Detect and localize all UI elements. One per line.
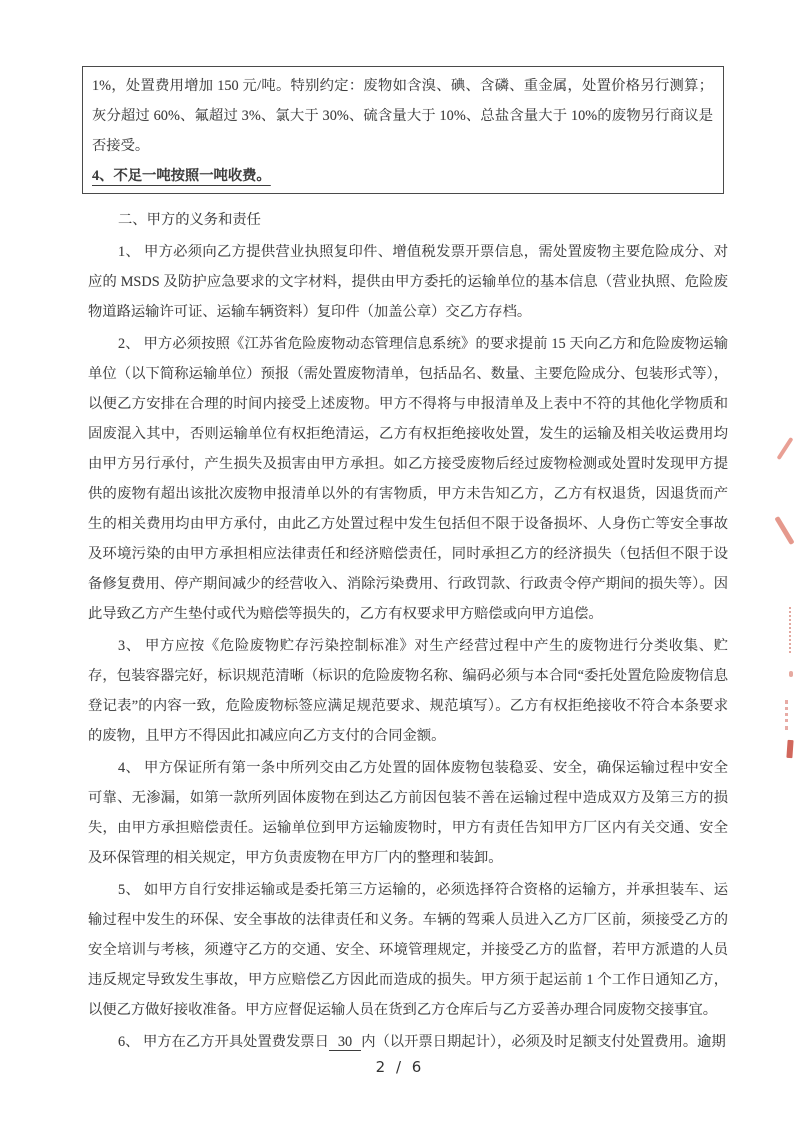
seal-fragment-icon xyxy=(789,607,791,653)
clause-4: 4、 甲方保证所有第一条中所列交由乙方处置的固体废物包装稳妥、安全，确保运输过程中安全可靠、无渗漏，如第一款所列固体废物在到达乙方前因包装不善在运输过程中造成双方及第三方的损失，由甲方承担赔偿责任。运输单位到甲方运输废物时，甲方有责任告知甲方厂区内有关交通、安全及环保管理的相关规定，甲方负责废物在甲方厂内的整理和装卸。 xyxy=(88,760,728,866)
seal-fragment-icon xyxy=(786,740,793,758)
minimum-charge-clause: 4、不足一吨按照一吨收费。 xyxy=(92,168,271,184)
seal-fragment-icon xyxy=(777,437,794,460)
payment-days-blank: 30 xyxy=(329,1034,361,1051)
seal-fragment-icon xyxy=(785,700,788,730)
clause-1: 1、 甲方必须向乙方提供营业执照复印件、增值税发票开票信息，需处置废物主要危险成分、对应的 MSDS 及防护应急要求的文字材料，提供由甲方委托的运输单位的基本信息（营业执照、危险废物道路运输许可证、运输车辆资料）复印件（加盖公章）交乙方存档。 xyxy=(88,244,728,320)
section-heading: 二、甲方的义务和责任 xyxy=(118,212,261,228)
special-terms-box xyxy=(82,66,724,194)
clause-2: 2、 甲方必须按照《江苏省危险废物动态管理信息系统》的要求提前 15 天向乙方和危险废物运输单位（以下简称运输单位）预报（需处置废物清单，包括品名、数量、主要危险成分、包装形式等），以便乙方安排在合理的时间内接受上述废物。甲方不得将与申报清单及上表中不符的其他化学物质和固废混入其中，否则运输单位有权拒绝清运，乙方有权拒绝接收处置，发生的运输及相关收运费用均由甲方另行承付，产生损失及损害由甲方承担。如乙方接受废物后经过废物检测或处置时发现甲方提供的废物有超出该批次废物申报清单以外的有害物质，甲方未告知乙方，乙方有权退货，因退货而产生的相关费用均由甲方承付，由此乙方处置过程中发生包括但不限于设备损坏、人身伤亡等安全事故及环境污染的由甲方承担相应法律责任和经济赔偿责任，同时承担乙方的经济损失（包括但不限于设备修复费用、停产期间减少的经营收入、消除污染费用、行政罚款、行政责令停产期间的损失等）。因此导致乙方产生垫付或代为赔偿等损失的，乙方有权要求甲方赔偿或向甲方追偿。 xyxy=(88,336,728,622)
clause-6 xyxy=(88,1027,728,1057)
special-terms-text: 1%，处置费用增加 150 元/吨。特别约定：废物如含溴、碘、含磷、重金属，处置价格另行测算；灰分超过 60%、氟超过 3%、氯大于 30%、硫含量大于 10%、总盐含量大于 10%的废物另行商议是否接受。 xyxy=(92,78,713,154)
page-number: 2 / 6 xyxy=(375,1058,425,1076)
seal-fragment-icon xyxy=(789,671,793,677)
clause-5: 5、 如甲方自行安排运输或是委托第三方运输的，必须选择符合资格的运输方，并承担装车、运输过程中发生的环保、安全事故的法律责任和义务。车辆的驾乘人员进入乙方厂区前，须接受乙方的安全培训与考核，须遵守乙方的交通、安全、环境管理规定，并接受乙方的监督，若甲方派遣的人员违反规定导致发生事故，甲方应赔偿乙方因此而造成的损失。甲方须于起运前 1 个工作日通知乙方，以便乙方做好接收准备。甲方应督促运输人员在货到乙方仓库后与乙方妥善办理合同废物交接事宜。 xyxy=(88,882,728,1018)
seal-fragment-icon xyxy=(774,516,794,545)
contract-body xyxy=(88,66,728,1057)
clause-3: 3、 甲方应按《危险废物贮存污染控制标准》对生产经营过程中产生的废物进行分类收集、贮存，包装容器完好，标识规范清晰（标识的危险废物名称、编码必须与本合同“委托处置危险废物信息登记表”的内容一致，危险废物标签应满足规范要求、规范填写）。乙方有权拒绝接收不符合本条要求的废物，且甲方不得因此扣减应向乙方支付的合同金额。 xyxy=(88,638,728,744)
clause-6-prefix: 6、 甲方在乙方开具处置费发票日 xyxy=(118,1034,329,1050)
clause-6-suffix: 内（以开票日期起计），必须及时足额支付处置费用。逾期 xyxy=(361,1034,726,1050)
